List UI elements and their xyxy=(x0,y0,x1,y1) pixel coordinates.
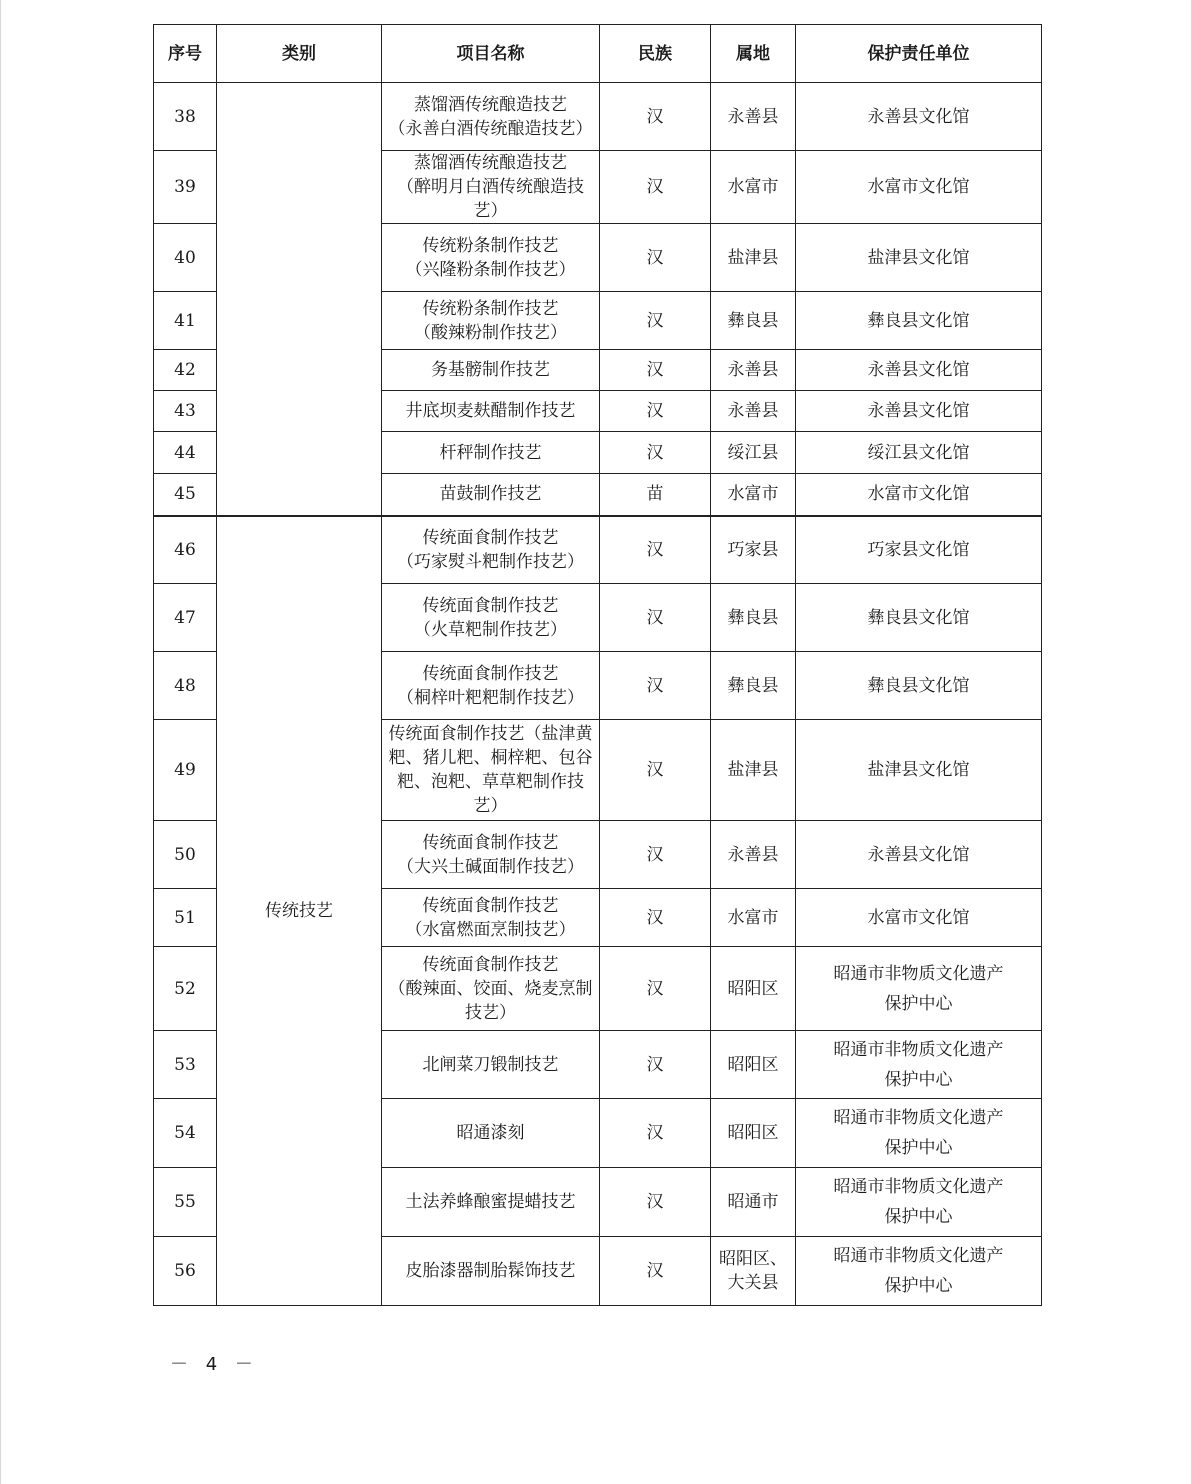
cell-location xyxy=(711,516,796,584)
cell-unit xyxy=(796,391,1042,432)
cell-line: 传统粉条制作技艺 xyxy=(422,298,559,319)
cell-unit xyxy=(796,947,1042,1031)
cell-line: 永善县 xyxy=(727,106,779,127)
cell-line: 皮胎漆器制胎髹饰技艺 xyxy=(405,1261,576,1281)
cell-line: 昭阳区 xyxy=(727,978,779,999)
cell-line: 苗鼓制作技艺 xyxy=(439,484,542,505)
cell-unit xyxy=(796,151,1042,224)
cell-ethnic: 汉 xyxy=(600,1237,711,1306)
cell-line: 传统面食制作技艺 xyxy=(422,832,559,853)
cell-line: 传统面食制作技艺 xyxy=(422,663,559,684)
cell-project-name xyxy=(382,432,600,474)
cell-unit xyxy=(796,83,1042,151)
cell-line: 水富市 xyxy=(727,484,779,505)
cell-line: 巧家县 xyxy=(727,539,779,560)
cell-no: 41 xyxy=(154,292,217,350)
cell-ethnic: 汉 xyxy=(600,432,711,474)
cell-project-name xyxy=(382,1237,600,1306)
cell-ethnic: 汉 xyxy=(600,83,711,151)
cell-project-name xyxy=(382,474,600,516)
cell-no: 40 xyxy=(154,224,217,292)
cell-project-name xyxy=(382,350,600,391)
cell-project-name xyxy=(382,83,600,151)
cell-ethnic: 汉 xyxy=(600,151,711,224)
cell-line: 水富市文化馆 xyxy=(867,177,970,197)
cell-line: 巧家县文化馆 xyxy=(867,539,970,560)
cell-no: 53 xyxy=(154,1031,217,1099)
cell-category xyxy=(217,83,382,516)
cell-no: 48 xyxy=(154,652,217,720)
cell-category: 传统技艺 xyxy=(217,516,382,1306)
cell-line: 彝良县 xyxy=(727,675,779,696)
cell-location xyxy=(711,432,796,474)
cell-location xyxy=(711,1031,796,1099)
cell-location xyxy=(711,151,796,224)
cell-no: 44 xyxy=(154,432,217,474)
header-ethnic: 民族 xyxy=(600,25,711,83)
cell-ethnic: 汉 xyxy=(600,1099,711,1168)
cell-line: 彝良县文化馆 xyxy=(867,607,970,628)
cell-project-name xyxy=(382,1099,600,1168)
cell-no: 43 xyxy=(154,391,217,432)
cell-line: （酸辣面、饺面、烧麦烹制 xyxy=(388,978,593,999)
cell-unit xyxy=(796,720,1042,821)
table-header-row xyxy=(154,25,1042,83)
cell-project-name xyxy=(382,821,600,889)
header-no: 序号 xyxy=(154,25,217,83)
cell-line: 水富市文化馆 xyxy=(867,907,970,928)
cell-line: 昭阳区 xyxy=(727,1054,779,1075)
cell-location xyxy=(711,391,796,432)
cell-location xyxy=(711,720,796,821)
cell-unit xyxy=(796,821,1042,889)
table-row xyxy=(154,83,1042,151)
cell-line: 彝良县 xyxy=(727,607,779,628)
cell-line: 水富市 xyxy=(727,907,779,928)
cell-line: 昭通市非物质文化遗产 xyxy=(833,1177,1004,1197)
cell-line: 彝良县文化馆 xyxy=(867,675,970,696)
cell-no: 46 xyxy=(154,516,217,584)
cell-line: （永善白酒传统酿造技艺） xyxy=(388,118,593,139)
cell-location xyxy=(711,652,796,720)
header-category: 类别 xyxy=(217,25,382,83)
cell-line: 昭通漆刻 xyxy=(456,1123,525,1143)
cell-unit xyxy=(796,1237,1042,1306)
cell-line: 技艺） xyxy=(465,1002,516,1023)
cell-ethnic: 汉 xyxy=(600,720,711,821)
cell-line: 粑、泡粑、草草粑制作技艺） xyxy=(397,772,584,816)
cell-location xyxy=(711,474,796,516)
cell-line: 永善县 xyxy=(727,401,779,421)
cell-unit xyxy=(796,1099,1042,1168)
cell-line: 永善县文化馆 xyxy=(867,360,970,380)
cell-line: 保护中心 xyxy=(884,1069,953,1090)
cell-location xyxy=(711,889,796,947)
cell-project-name xyxy=(382,292,600,350)
cell-line: 水富市 xyxy=(727,177,779,197)
cell-unit xyxy=(796,516,1042,584)
cell-line: 盐津县 xyxy=(727,760,779,780)
cell-project-name xyxy=(382,1168,600,1237)
cell-location xyxy=(711,1237,796,1306)
cell-ethnic: 汉 xyxy=(600,889,711,947)
cell-no: 42 xyxy=(154,350,217,391)
cell-line: 传统面食制作技艺 xyxy=(422,895,559,916)
cell-ethnic: 汉 xyxy=(600,652,711,720)
cell-no: 50 xyxy=(154,821,217,889)
cell-location xyxy=(711,584,796,652)
cell-project-name xyxy=(382,720,600,821)
cell-line: （桐梓叶粑粑制作技艺） xyxy=(397,687,584,708)
cell-line: 保护中心 xyxy=(884,1138,953,1158)
cell-no: 39 xyxy=(154,151,217,224)
cell-unit xyxy=(796,652,1042,720)
cell-line: 蒸馏酒传统酿造技艺 xyxy=(414,153,567,173)
cell-line: 传统面食制作技艺 xyxy=(422,595,559,616)
cell-project-name xyxy=(382,1031,600,1099)
cell-ethnic: 汉 xyxy=(600,1031,711,1099)
cell-location xyxy=(711,1099,796,1168)
cell-line: 蒸馏酒传统酿造技艺 xyxy=(414,94,567,115)
header-name: 项目名称 xyxy=(382,25,600,83)
cell-line: 传统面食制作技艺 xyxy=(422,954,559,975)
cell-line: 永善县 xyxy=(727,844,779,865)
cell-unit xyxy=(796,584,1042,652)
cell-no: 47 xyxy=(154,584,217,652)
cell-no: 45 xyxy=(154,474,217,516)
cell-line: 大关县 xyxy=(727,1273,779,1293)
heritage-list-table xyxy=(153,24,1042,1306)
header-location: 属地 xyxy=(711,25,796,83)
cell-ethnic: 苗 xyxy=(600,474,711,516)
cell-unit xyxy=(796,350,1042,391)
cell-project-name xyxy=(382,652,600,720)
cell-project-name xyxy=(382,947,600,1031)
cell-line: （水富燃面烹制技艺） xyxy=(405,919,576,940)
cell-line: 保护中心 xyxy=(884,1276,953,1296)
cell-line: 传统面食制作技艺（盐津黄 xyxy=(388,724,593,744)
cell-project-name xyxy=(382,584,600,652)
cell-project-name xyxy=(382,151,600,224)
cell-ethnic: 汉 xyxy=(600,391,711,432)
cell-project-name xyxy=(382,391,600,432)
cell-unit xyxy=(796,432,1042,474)
cell-line: （火草粑制作技艺） xyxy=(414,619,567,640)
cell-location xyxy=(711,292,796,350)
cell-no: 51 xyxy=(154,889,217,947)
cell-line: 盐津县文化馆 xyxy=(867,760,970,780)
cell-location xyxy=(711,821,796,889)
cell-line: 永善县文化馆 xyxy=(867,106,970,127)
cell-line: 昭通市非物质文化遗产 xyxy=(833,1108,1004,1128)
cell-line: 传统粉条制作技艺 xyxy=(422,235,559,256)
cell-line: 绥江县 xyxy=(727,442,779,463)
cell-ethnic: 汉 xyxy=(600,821,711,889)
cell-project-name xyxy=(382,889,600,947)
cell-line: 永善县文化馆 xyxy=(867,401,970,421)
cell-no: 55 xyxy=(154,1168,217,1237)
cell-unit xyxy=(796,889,1042,947)
cell-line: 彝良县 xyxy=(727,310,779,331)
cell-line: 保护中心 xyxy=(884,993,953,1014)
cell-line: 昭阳区、 xyxy=(719,1249,787,1269)
table-row xyxy=(154,516,1042,584)
cell-unit xyxy=(796,224,1042,292)
cell-no: 56 xyxy=(154,1237,217,1306)
cell-line: 盐津县文化馆 xyxy=(867,247,970,268)
header-unit: 保护责任单位 xyxy=(796,25,1042,83)
page-number: － 4 － xyxy=(170,1354,259,1375)
cell-no: 52 xyxy=(154,947,217,1031)
cell-ethnic: 汉 xyxy=(600,947,711,1031)
cell-line: 水富市文化馆 xyxy=(867,484,970,505)
cell-line: 彝良县文化馆 xyxy=(867,310,970,331)
cell-line: （醉明月白酒传统酿造技艺） xyxy=(397,177,584,221)
cell-line: 务基髈制作技艺 xyxy=(431,360,550,380)
cell-location xyxy=(711,83,796,151)
cell-line: （酸辣粉制作技艺） xyxy=(414,322,567,343)
cell-line: 盐津县 xyxy=(727,247,779,268)
cell-line: 北闸菜刀锻制技艺 xyxy=(422,1054,559,1075)
cell-location xyxy=(711,947,796,1031)
cell-project-name xyxy=(382,516,600,584)
cell-line: 土法养蜂酿蜜提蜡技艺 xyxy=(405,1192,576,1212)
page-left-edge xyxy=(0,0,1,1484)
cell-location xyxy=(711,1168,796,1237)
cell-location xyxy=(711,350,796,391)
cell-line: 传统面食制作技艺 xyxy=(422,527,559,548)
table-body xyxy=(154,83,1042,1306)
cell-line: 昭通市 xyxy=(727,1192,779,1212)
cell-line: 粑、猪儿粑、桐梓粑、包谷 xyxy=(388,748,593,768)
cell-line: 永善县文化馆 xyxy=(867,844,970,865)
cell-ethnic: 汉 xyxy=(600,292,711,350)
cell-ethnic: 汉 xyxy=(600,516,711,584)
cell-no: 54 xyxy=(154,1099,217,1168)
cell-unit xyxy=(796,292,1042,350)
cell-line: 昭阳区 xyxy=(727,1123,779,1143)
cell-line: （巧家熨斗粑制作技艺） xyxy=(397,551,584,572)
cell-ethnic: 汉 xyxy=(600,350,711,391)
cell-unit xyxy=(796,1031,1042,1099)
cell-line: 昭通市非物质文化遗产 xyxy=(833,1246,1004,1266)
cell-line: 绥江县文化馆 xyxy=(867,442,970,463)
cell-line: 昭通市非物质文化遗产 xyxy=(833,1039,1004,1060)
cell-line: 昭通市非物质文化遗产 xyxy=(833,963,1004,984)
cell-line: （兴隆粉条制作技艺） xyxy=(405,259,576,280)
cell-line: 杆秤制作技艺 xyxy=(439,442,542,463)
cell-no: 49 xyxy=(154,720,217,821)
cell-unit xyxy=(796,1168,1042,1237)
cell-ethnic: 汉 xyxy=(600,224,711,292)
cell-project-name xyxy=(382,224,600,292)
cell-line: （大兴土碱面制作技艺） xyxy=(397,856,584,877)
cell-ethnic: 汉 xyxy=(600,584,711,652)
cell-line: 永善县 xyxy=(727,360,779,380)
cell-line: 井底坝麦麸醋制作技艺 xyxy=(405,401,576,421)
cell-no: 38 xyxy=(154,83,217,151)
cell-ethnic: 汉 xyxy=(600,1168,711,1237)
cell-location xyxy=(711,224,796,292)
cell-unit xyxy=(796,474,1042,516)
cell-line: 保护中心 xyxy=(884,1207,953,1227)
